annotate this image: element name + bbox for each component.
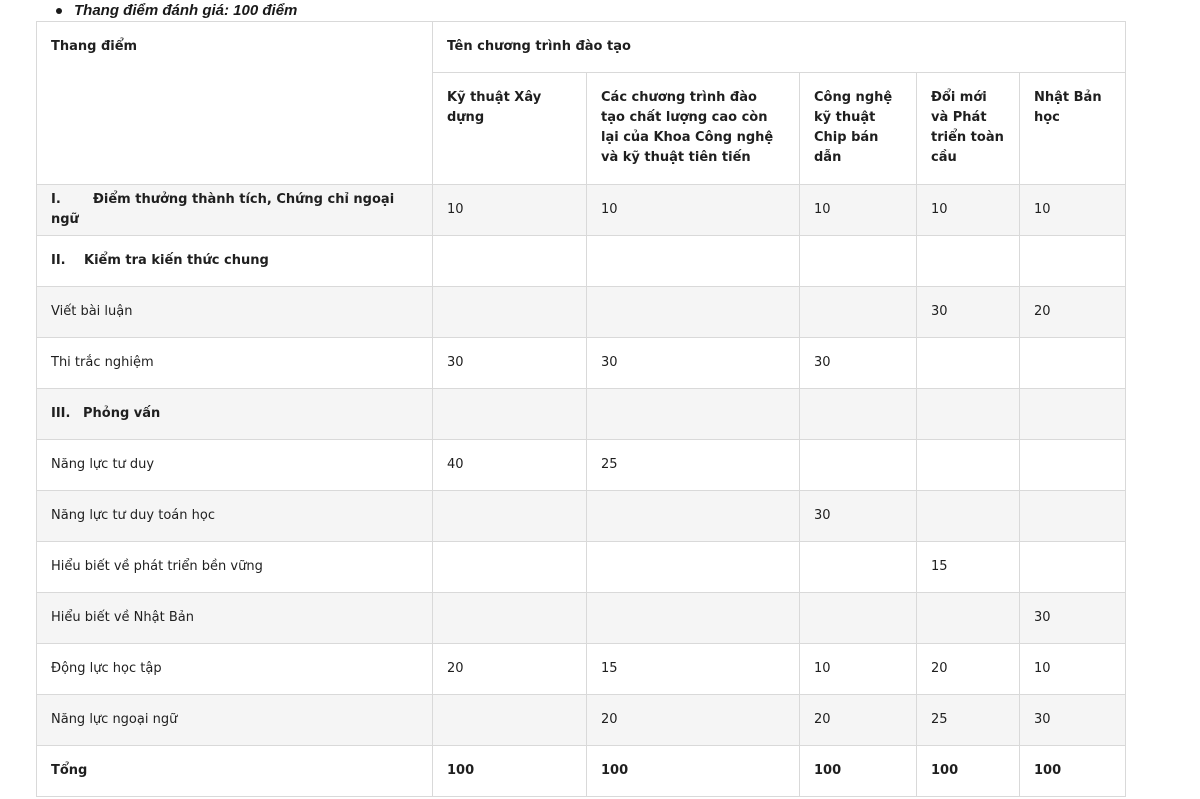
row-label: Thi trắc nghiệm <box>51 355 154 370</box>
score-cell <box>1020 236 1126 287</box>
header-program-cell: Các chương trình đào tạo chất lượng cao còn lại của Khoa Công nghệ và kỹ thuật tiên tiến <box>587 73 800 185</box>
table-row <box>37 236 1126 287</box>
score-cell: 20 <box>433 644 587 695</box>
score-cell <box>800 287 917 338</box>
score-cell: 20 <box>587 695 800 746</box>
score-cell <box>433 389 587 440</box>
row-label-cell <box>37 695 433 746</box>
score-cell: 30 <box>433 338 587 389</box>
score-cell <box>433 491 587 542</box>
score-cell <box>587 389 800 440</box>
scale-bullet <box>56 0 297 21</box>
table-row <box>37 746 1126 797</box>
score-cell <box>917 389 1020 440</box>
score-cell: 25 <box>587 440 800 491</box>
score-cell <box>917 236 1020 287</box>
row-label: Viết bài luận <box>51 304 133 319</box>
table-row <box>37 644 1126 695</box>
score-cell <box>1020 542 1126 593</box>
score-cell <box>800 389 917 440</box>
score-cell <box>917 440 1020 491</box>
score-cell: 10 <box>1020 644 1126 695</box>
score-cell <box>917 491 1020 542</box>
score-cell: 100 <box>433 746 587 797</box>
header-program-cell: Đổi mới và Phát triển toàn cầu <box>917 73 1020 185</box>
score-cell: 10 <box>800 644 917 695</box>
row-label: Phỏng vấn <box>83 406 161 421</box>
score-cell: 10 <box>587 185 800 236</box>
scale-bullet-text: Thang điểm đánh giá: 100 điểm <box>74 2 298 19</box>
header-program-group-cell: Tên chương trình đào tạo <box>433 22 1126 73</box>
score-cell: 20 <box>917 644 1020 695</box>
score-cell <box>587 593 800 644</box>
score-cell: 15 <box>917 542 1020 593</box>
row-label-cell <box>37 236 433 287</box>
header-program-cell: Công nghệ kỹ thuật Chip bán dẫn <box>800 73 917 185</box>
bullet-dot-icon <box>56 8 62 14</box>
row-label: Điểm thưởng thành tích, Chứng chỉ ngoại ngữ <box>51 192 395 227</box>
header-row-top <box>37 22 1126 73</box>
row-label-cell <box>37 644 433 695</box>
score-cell: 10 <box>800 185 917 236</box>
row-label: Năng lực ngoại ngữ <box>51 712 178 727</box>
score-cell: 20 <box>1020 287 1126 338</box>
table-row <box>37 338 1126 389</box>
score-cell: 25 <box>917 695 1020 746</box>
row-label-cell <box>37 542 433 593</box>
row-label: Hiểu biết về Nhật Bản <box>51 610 194 625</box>
row-label-cell <box>37 593 433 644</box>
score-cell <box>800 236 917 287</box>
score-cell <box>433 593 587 644</box>
table-row <box>37 287 1126 338</box>
score-cell: 30 <box>587 338 800 389</box>
row-label: Năng lực tư duy toán học <box>51 508 215 523</box>
header-program-cell: Kỹ thuật Xây dựng <box>433 73 587 185</box>
score-cell: 15 <box>587 644 800 695</box>
score-cell <box>800 542 917 593</box>
score-cell: 30 <box>1020 695 1126 746</box>
table-row <box>37 185 1126 236</box>
row-label-cell <box>37 338 433 389</box>
row-label-cell <box>37 389 433 440</box>
score-cell: 100 <box>800 746 917 797</box>
row-label: Kiểm tra kiến thức chung <box>84 253 269 268</box>
row-label-cell <box>37 746 433 797</box>
score-cell <box>587 542 800 593</box>
score-cell <box>433 542 587 593</box>
row-label: Hiểu biết về phát triển bền vững <box>51 559 263 574</box>
row-label-cell <box>37 287 433 338</box>
row-number: II. <box>51 253 66 268</box>
score-table <box>36 21 1126 797</box>
score-cell <box>800 440 917 491</box>
score-cell <box>587 236 800 287</box>
score-cell <box>587 287 800 338</box>
row-number: III. <box>51 406 71 421</box>
row-label: Năng lực tư duy <box>51 457 155 472</box>
score-cell <box>917 593 1020 644</box>
score-cell: 30 <box>800 338 917 389</box>
row-label-cell <box>37 491 433 542</box>
score-cell <box>587 491 800 542</box>
score-cell <box>1020 440 1126 491</box>
table-row <box>37 542 1126 593</box>
score-cell <box>917 338 1020 389</box>
table-row <box>37 491 1126 542</box>
table-row <box>37 593 1126 644</box>
table-row <box>37 389 1126 440</box>
header-scale-cell: Thang điểm <box>37 22 433 185</box>
row-label-cell <box>37 185 433 236</box>
score-cell: 30 <box>917 287 1020 338</box>
score-cell: 10 <box>1020 185 1126 236</box>
row-number: I. <box>51 192 61 207</box>
score-cell: 100 <box>587 746 800 797</box>
score-cell: 10 <box>433 185 587 236</box>
score-cell <box>1020 491 1126 542</box>
score-cell: 30 <box>1020 593 1126 644</box>
row-label: Động lực học tập <box>51 661 162 676</box>
row-label-cell <box>37 440 433 491</box>
score-cell: 10 <box>917 185 1020 236</box>
score-cell <box>1020 389 1126 440</box>
score-cell: 20 <box>800 695 917 746</box>
header-program-cell: Nhật Bản học <box>1020 73 1126 185</box>
score-cell <box>433 287 587 338</box>
row-label: Tổng <box>51 763 88 778</box>
table-row <box>37 440 1126 491</box>
score-cell <box>433 695 587 746</box>
score-cell: 100 <box>1020 746 1126 797</box>
table-row <box>37 695 1126 746</box>
score-cell <box>1020 338 1126 389</box>
score-cell <box>433 236 587 287</box>
score-cell <box>800 593 917 644</box>
score-cell: 40 <box>433 440 587 491</box>
score-cell: 30 <box>800 491 917 542</box>
score-cell: 100 <box>917 746 1020 797</box>
